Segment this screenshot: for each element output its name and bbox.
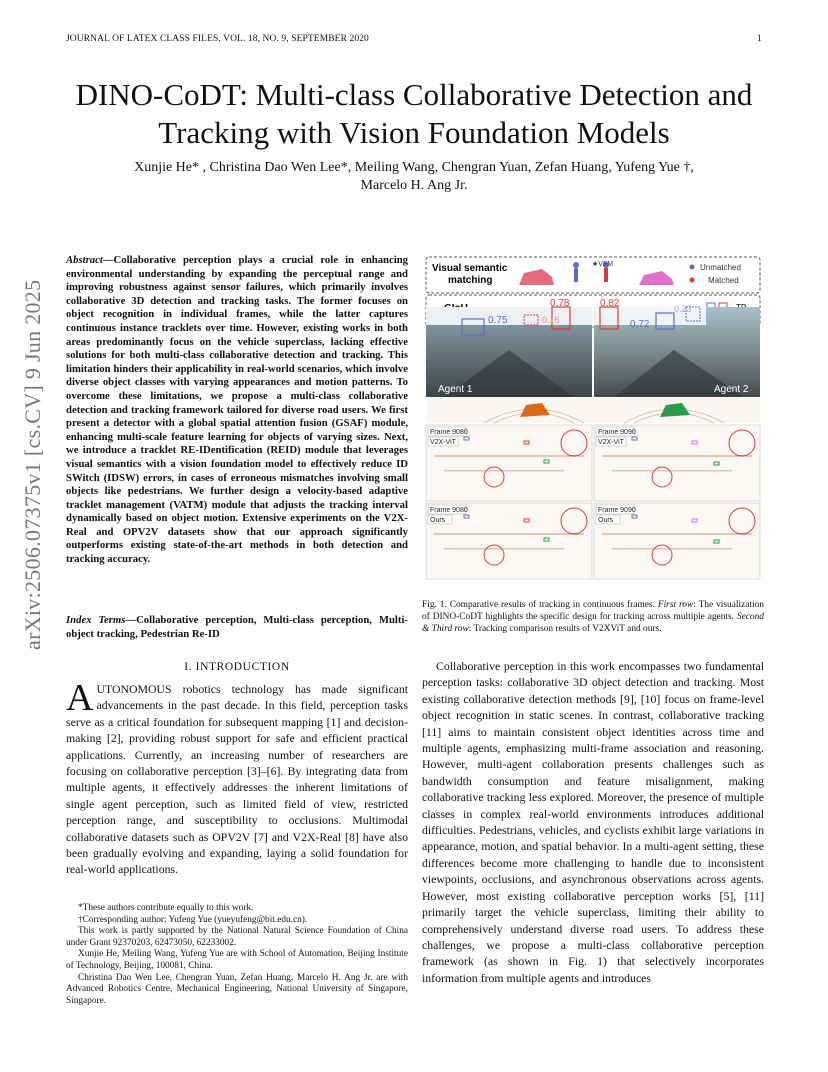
arxiv-stamp [4, 0, 64, 1072]
panel-frame: Frame 9090 [598, 507, 636, 514]
footnote: †Corresponding author: Yufeng Yue (yueyufeng@bit.edu.cn). [78, 914, 308, 925]
panel-method: Ours [430, 517, 446, 524]
abstract-text: —Collaborative perception plays a crucial role in enhancing environmental understanding by expanding the perceptual range and improving robustness against sensor failures, which primarily involves collaborative 3D detection and tracking tasks. The former focuses on object recognition in individual frames, while the latter captures continuous instance tracklets over time. However, existing works in both areas predominantly focus on the vehicle superclass, lacking effective solutions for both multi-class collaborative detection and tracking. This limitation hinders their applicability in real-world scenarios, which involve diverse object classes with varying appearances and motion patterns. To overcome these limitations, we propose a multi-class collaborative detection and tracking framework tailored for diverse road users. We first present a detector with a global spatial attention fusion (GSAF) module, enhancing multi-scale feature learning for objects of varying sizes. Next, we introduce a tracklet RE-IDentification (REID) module that leverages visual semantics with a vision foundation model to effectively reduce ID SWitch (IDSW) errors, in cases of erroneous mismatches involving small objects like pedestrians. We further design a velocity-based adaptive tracklet management (VATM) module that adjusts the tracking interval dynamically based on object motion. Extensive experiments on the V2X-Real and OPV2V datasets show that our approach significantly outperforms existing state-of-the-art methods in both detection and tracking accuracy. [66, 254, 408, 566]
footnote: Christina Dao Wen Lee, Chengran Yuan, Zefan Huang, Marcelo H. Ang Jr. are with Advanced Robotics Centre, Mechanical Engineering, National University of Singapore, Singapore. [66, 972, 408, 1006]
caption-text: : The visualization of DINO-CoDT highlights the specific design for tracking across multiple agents. [422, 600, 764, 622]
caption-first-row: First row [657, 600, 694, 610]
pedestrian-body [574, 268, 578, 282]
abstract [66, 254, 408, 567]
panel-frame: Frame 9080 [430, 507, 468, 514]
section-heading: I. INTRODUCTION [184, 661, 290, 673]
score: 0.82 [600, 298, 620, 309]
caption-text: : Tracking comparison results of V2XViT and ours. [468, 623, 662, 634]
footnote: Xunjie He, Meiling Wang, Yufeng Yue are with School of Automation, Beijing Institute of Technology, Beijing, 100081, China. [66, 949, 408, 971]
pedestrian-icon [573, 262, 579, 268]
caption-second-third: Second & Third row [422, 611, 764, 634]
vfm-label: ★VFM [592, 261, 614, 268]
panel-method: V2X-ViT [430, 439, 456, 446]
intro-text: UTONOMOUS robotics technology has made significant advancements in the past decade. In this field, perception tasks serve as a critical foundation for subsequent mapping [1] and decision-making [2], providing robust support for safe and efficient practical applications. Currently, an increasing number of researchers are focusing on collaborative perception [3]–[6]. By integrating data from multiple agents, it effectively addresses the inherent limitations of single agent perception, such as limited field of view, restricted perception range, and susceptibility to occlusions. Multimodal collaborative datasets such as OPV2V [7] and V2X-Real [8] have also been gradually evolving and expanding, laying a solid foundation for real-world applications. [66, 682, 408, 877]
abstract-label: Abstract [66, 254, 103, 266]
panel-method: V2X-ViT [598, 439, 624, 446]
score: 0.72 [630, 319, 650, 330]
intro-paragraph [66, 677, 408, 878]
index-terms-label: Index Terms [66, 614, 126, 626]
visual-semantic-label-2: matching [448, 275, 493, 286]
score: 0.78 [550, 298, 570, 309]
bev-panels [426, 425, 760, 579]
footnotes [66, 903, 408, 1007]
score: 0.23 [674, 304, 692, 314]
legend-unmatched: Unmatched [700, 263, 741, 272]
paper-title: DINO-CoDT: Multi-class Collaborative Detection and Tracking with Vision Foundation Models [75, 77, 753, 150]
unmatched-dot [690, 265, 695, 270]
score: 0.75 [488, 315, 508, 326]
panel-frame: Frame 9090 [598, 429, 636, 436]
index-terms [66, 614, 408, 641]
author-list: Xunjie He* , Christina Dao Wen Lee*, Meiling Wang, Chengran Yuan, Zefan Huang, Yufeng Yue †, Marcelo H. Ang Jr. [134, 160, 694, 193]
panel-frame: Frame 9080 [430, 429, 468, 436]
drop-cap: A [66, 677, 94, 719]
footnote: *These authors contribute equally to this work. [78, 903, 254, 913]
caption-prefix: Fig. 1. [422, 600, 447, 610]
agent2-label: Agent 2 [714, 384, 749, 395]
matched-dot [690, 278, 695, 283]
car-icon [519, 269, 554, 285]
car-icon [639, 271, 674, 285]
index-terms-text: —Collaborative perception, Multi-class perception, Multi-object tracking, Pedestrian Re-ID [66, 614, 408, 640]
pedestrian-body [604, 268, 608, 282]
figure-1 [424, 255, 764, 580]
visual-semantic-label-1: Visual semantic [432, 263, 508, 274]
panel-method: Ours [598, 517, 614, 524]
page-number: 1 [757, 34, 762, 44]
footnote: This work is partly supported by the National Natural Science Foundation of China under Grant 92370203, 62473050, 62233002. [66, 926, 408, 948]
legend-matched: Matched [708, 276, 739, 285]
score: 0.16 [542, 315, 560, 325]
figure-caption [422, 600, 764, 635]
caption-text: Comparative results of tracking in continuous frames. [446, 600, 658, 610]
right-column-paragraph: Collaborative perception in this work encompasses two fundamental perception tasks: collaborative 3D object detection and tracking. Most existing collaborative detection methods [9], [10] focus on frame-level object recognition in static scenes. In contrast, collaborative tracking [11] aims to maintain consistent object identities across time and multiple agents, emphasizing multi-frame association and reasoning. However, multi-agent collaboration presents challenges such as bandwidth consumption and feature misalignment, making collaborative tracking less explored. Moreover, the presence of multiple classes in complex real-world environments introduces additional difficulties. Pedestrians, vehicles, and cyclists exhibit large variations in appearance, motion, and spatial behavior. In a multi-agent setting, these differences become more challenging to handle due to inconsistent viewpoints, occlusions, and asynchronous observations across agents. However, most existing collaborative perception works [5], [11] primarily target the vehicle superclass, limiting their ability to comprehensively understand diverse road users. To address these challenges, we propose a multi-class collaborative perception framework (as shown in Fig. 1) that selectively incorporates information from multiple agents and introduces [422, 659, 764, 985]
agent1-label: Agent 1 [438, 384, 473, 395]
arxiv-id: arXiv:2506.07375v1 [cs.CV] 9 Jun 2025 [20, 279, 45, 650]
running-header: JOURNAL OF LATEX CLASS FILES, VOL. 18, NO. 9, SEPTEMBER 2020 [66, 34, 369, 44]
